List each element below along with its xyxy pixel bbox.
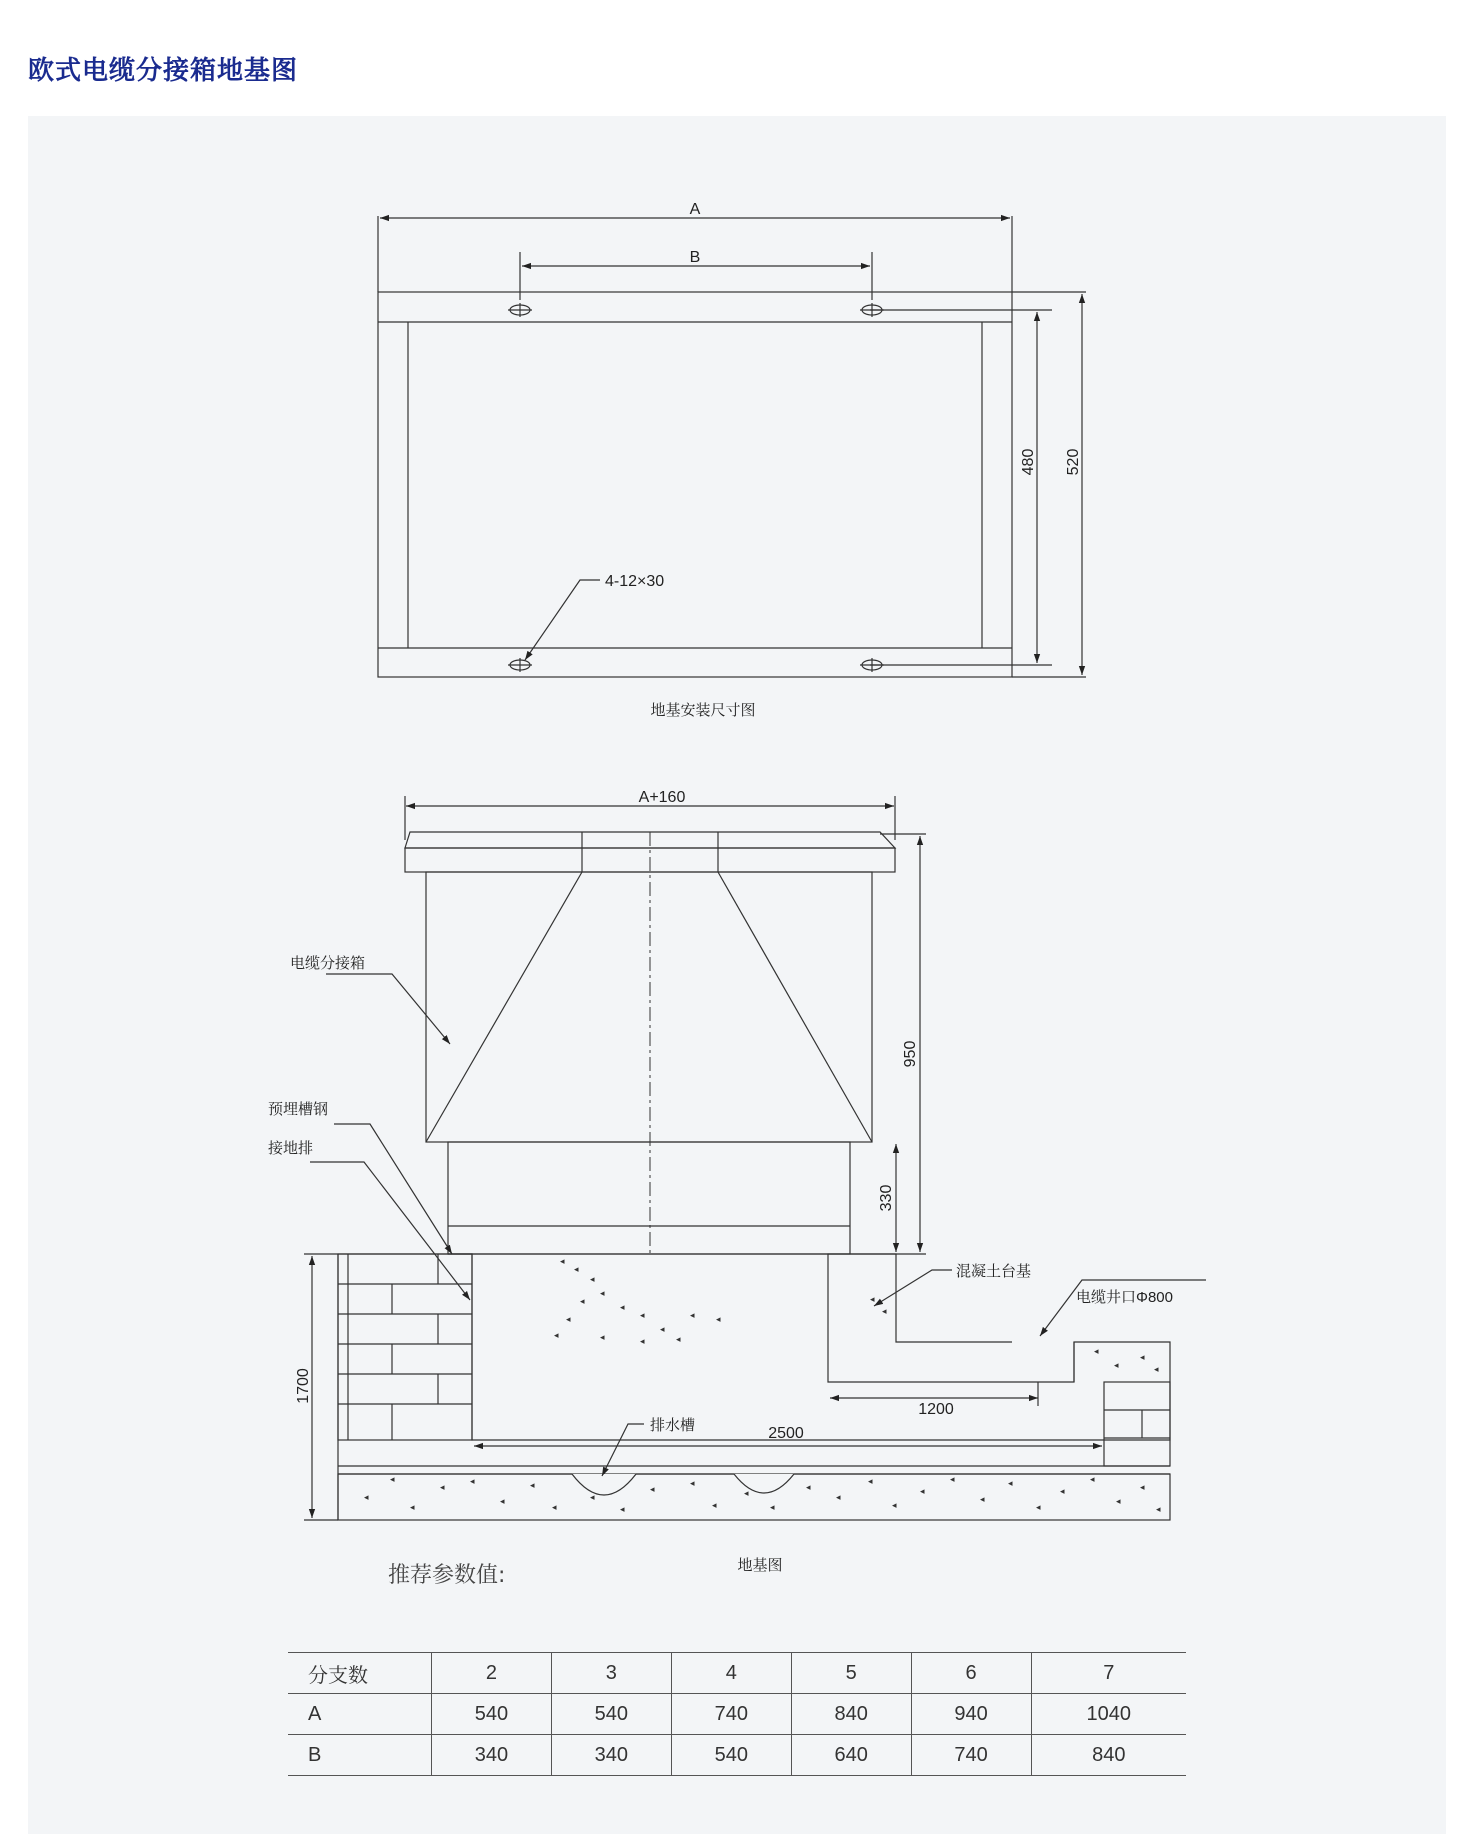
dimension-2500-label: 2500 — [768, 1425, 804, 1442]
svg-text:◂: ◂ — [600, 1289, 605, 1299]
svg-text:◂: ◂ — [870, 1295, 875, 1305]
table-header-cell: 7 — [1031, 1653, 1186, 1694]
brick-wall-left — [338, 1254, 472, 1440]
dimension-b-label: B — [689, 249, 701, 266]
svg-text:◂: ◂ — [676, 1335, 681, 1345]
svg-text:◂: ◂ — [566, 1315, 571, 1325]
dimension-width-label: A+160 — [638, 789, 686, 806]
table-row — [288, 1735, 1186, 1776]
svg-text:◂: ◂ — [744, 1489, 749, 1499]
svg-text:◂: ◂ — [1094, 1347, 1099, 1357]
svg-text:◂: ◂ — [620, 1505, 625, 1515]
svg-text:◂: ◂ — [1090, 1475, 1095, 1485]
label-drain: 排水槽 — [650, 1417, 696, 1434]
svg-text:◂: ◂ — [1116, 1497, 1121, 1507]
dimension-950-label: 950 — [902, 1040, 919, 1068]
table-cell: 1040 — [1031, 1694, 1186, 1735]
mounting-hole — [860, 303, 884, 317]
table-cell: B — [288, 1735, 432, 1776]
svg-text:◂: ◂ — [1140, 1353, 1145, 1363]
svg-text:◂: ◂ — [590, 1493, 595, 1503]
dimension-330-label: 330 — [878, 1184, 895, 1212]
table-cell: 840 — [791, 1694, 911, 1735]
brick-wall-right — [1074, 1342, 1170, 1466]
table-cell: 540 — [551, 1694, 671, 1735]
table-header-cell: 2 — [432, 1653, 552, 1694]
table-row — [288, 1694, 1186, 1735]
svg-text:◂: ◂ — [640, 1337, 645, 1347]
cabinet-leader — [326, 974, 450, 1044]
label-ground-bar: 接地排 — [268, 1140, 314, 1157]
page-title: 欧式电缆分接箱地基图 — [28, 56, 299, 86]
svg-text:◂: ◂ — [1060, 1487, 1065, 1497]
svg-text:◂: ◂ — [660, 1325, 665, 1335]
channel-steel-leader — [334, 1124, 452, 1254]
table-header-cell: 6 — [911, 1653, 1031, 1694]
svg-text:◂: ◂ — [600, 1333, 605, 1343]
dimension-1700-label: 1700 — [295, 1368, 312, 1404]
svg-text:◂: ◂ — [1036, 1503, 1041, 1513]
table-row — [288, 1653, 1186, 1694]
svg-text:◂: ◂ — [690, 1311, 695, 1321]
svg-text:◂: ◂ — [712, 1501, 717, 1511]
svg-text:◂: ◂ — [950, 1475, 955, 1485]
svg-text:◂: ◂ — [770, 1503, 775, 1513]
cabinet-body — [426, 872, 872, 1142]
params-table — [288, 1652, 1186, 1776]
svg-text:◂: ◂ — [410, 1503, 415, 1513]
svg-text:◂: ◂ — [892, 1501, 897, 1511]
dimension-480-label: 480 — [1020, 448, 1037, 476]
hole-spec-label: 4-12×30 — [605, 573, 665, 590]
base-frame-outer — [378, 292, 1012, 677]
drain-leader — [602, 1424, 644, 1476]
svg-text:◂: ◂ — [364, 1493, 369, 1503]
dimension-520-label: 520 — [1065, 448, 1082, 476]
svg-text:◂: ◂ — [836, 1493, 841, 1503]
svg-text:◂: ◂ — [560, 1257, 565, 1267]
svg-text:◂: ◂ — [1154, 1365, 1159, 1375]
cabinet-plinth — [448, 1142, 850, 1254]
table-cell: 840 — [1031, 1735, 1186, 1776]
table-header-cell: 3 — [551, 1653, 671, 1694]
svg-text:◂: ◂ — [690, 1479, 695, 1489]
label-channel-steel: 预埋槽钢 — [268, 1101, 329, 1118]
svg-text:◂: ◂ — [716, 1315, 721, 1325]
table-cell: 540 — [671, 1735, 791, 1776]
svg-text:◂: ◂ — [868, 1477, 873, 1487]
label-concrete-base: 混凝土台基 — [956, 1263, 1032, 1280]
table-header-cell: 5 — [791, 1653, 911, 1694]
svg-text:◂: ◂ — [552, 1503, 557, 1513]
svg-text:◂: ◂ — [1156, 1505, 1161, 1515]
table-cell: A — [288, 1694, 432, 1735]
table-cell: 340 — [432, 1735, 552, 1776]
table-cell: 740 — [911, 1735, 1031, 1776]
drain-groove — [572, 1474, 636, 1495]
svg-text:◂: ◂ — [580, 1297, 585, 1307]
mounting-hole — [508, 658, 532, 672]
svg-text:◂: ◂ — [640, 1311, 645, 1321]
svg-text:◂: ◂ — [806, 1483, 811, 1493]
mounting-hole — [508, 303, 532, 317]
svg-text:◂: ◂ — [920, 1487, 925, 1497]
svg-text:◂: ◂ — [590, 1275, 595, 1285]
dimension-1200-label: 1200 — [918, 1401, 954, 1418]
ground-bar-leader — [310, 1162, 470, 1300]
svg-text:◂: ◂ — [620, 1303, 625, 1313]
concrete-pit-outline — [338, 1254, 1170, 1440]
svg-text:◂: ◂ — [470, 1477, 475, 1487]
table-cell: 940 — [911, 1694, 1031, 1735]
svg-text:◂: ◂ — [882, 1307, 887, 1317]
concrete-base-leader — [874, 1270, 952, 1306]
svg-text:◂: ◂ — [554, 1331, 559, 1341]
table-header-cell: 4 — [671, 1653, 791, 1694]
table-header-cell: 分支数 — [288, 1653, 432, 1694]
svg-text:◂: ◂ — [530, 1481, 535, 1491]
svg-text:◂: ◂ — [500, 1497, 505, 1507]
params-title: 推荐参数值: — [388, 1563, 506, 1588]
table-cell: 740 — [671, 1694, 791, 1735]
table-cell: 340 — [551, 1735, 671, 1776]
svg-text:◂: ◂ — [980, 1495, 985, 1505]
plan-caption: 地基安装尺寸图 — [650, 702, 756, 719]
svg-text:◂: ◂ — [1140, 1483, 1145, 1493]
svg-text:◂: ◂ — [440, 1483, 445, 1493]
plan-view — [378, 216, 1086, 677]
label-cable-box: 电缆分接箱 — [290, 955, 366, 972]
dimension-a-label: A — [689, 201, 701, 218]
section-view — [304, 796, 1206, 1520]
svg-text:◂: ◂ — [390, 1475, 395, 1485]
mounting-hole — [860, 658, 884, 672]
drain-groove — [734, 1474, 794, 1493]
svg-text:◂: ◂ — [574, 1265, 579, 1275]
section-caption: 地基图 — [737, 1557, 783, 1574]
svg-text:◂: ◂ — [650, 1485, 655, 1495]
table-cell: 640 — [791, 1735, 911, 1776]
svg-text:◂: ◂ — [1114, 1361, 1119, 1371]
label-cable-well: 电缆井口Φ800 — [1076, 1289, 1173, 1306]
svg-text:◂: ◂ — [1008, 1479, 1013, 1489]
table-cell: 540 — [432, 1694, 552, 1735]
